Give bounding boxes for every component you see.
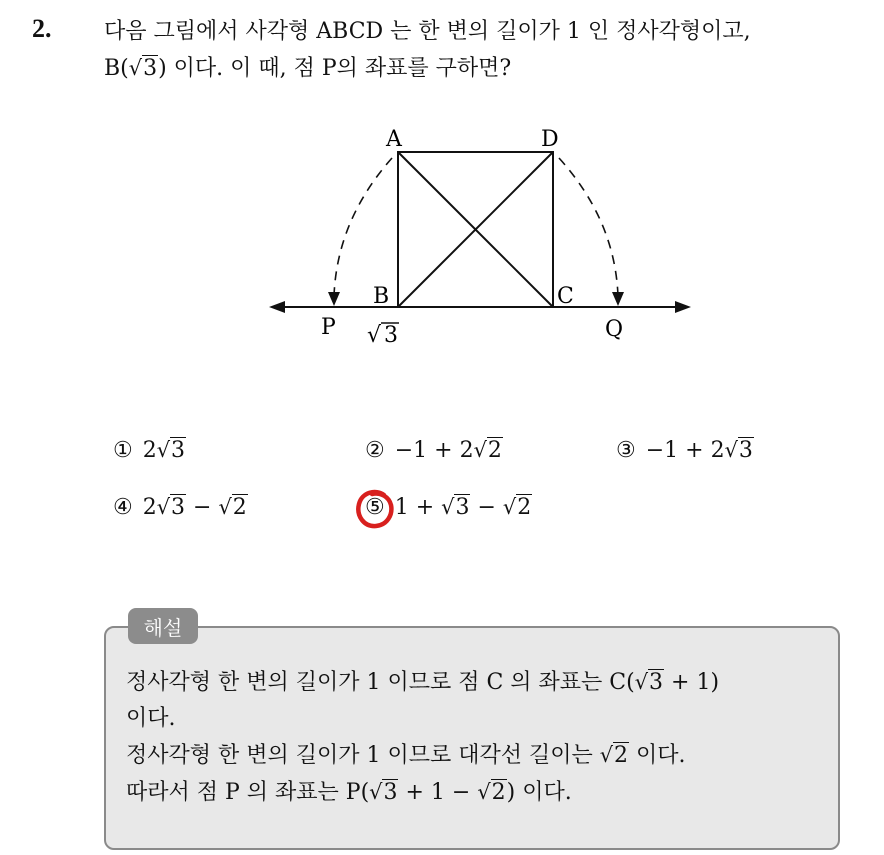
choice-2-mark: ② [365, 438, 385, 463]
choice-4-sqrt-1: √3 [156, 495, 186, 520]
choice-2-pre: −1 + 2 [394, 438, 474, 463]
answer-circle-mark [354, 487, 396, 531]
choice-2[interactable] [365, 438, 503, 463]
label-c: C [557, 284, 574, 309]
solution-line-3-radicand: 2 [614, 743, 629, 768]
solution-line-4-pre: 따라서 점 P 의 좌표는 P( [126, 780, 370, 805]
choice-2-sqrt: √2 [473, 438, 502, 463]
choice-5-radicand-2: 2 [517, 495, 532, 520]
choice-1-mark: ① [113, 438, 133, 463]
choice-5-radicand-1: 3 [455, 495, 470, 520]
solution-line-1-radicand: 3 [649, 670, 664, 695]
label-p: P [321, 315, 336, 340]
arc-to-p [334, 158, 392, 296]
choice-4-mid: − [186, 495, 219, 520]
solution-line-4-post: ) 이다. [506, 780, 572, 805]
label-b: B [373, 284, 390, 309]
choice-4[interactable] [113, 495, 248, 520]
choice-5-pre: 1 + [394, 495, 442, 520]
solution-line-3-post: 이다. [629, 743, 686, 768]
solution-line-3 [126, 737, 831, 774]
choice-3-sqrt: √3 [724, 438, 753, 463]
question-number: 2. [32, 14, 52, 43]
choice-5-sqrt-2: √2 [502, 495, 532, 520]
choice-4-radicand-2: 2 [232, 495, 247, 520]
question-line-2-pre: B( [104, 56, 129, 81]
solution-line-4-radicand-1: 3 [383, 780, 398, 805]
choice-2-radicand: 2 [487, 438, 502, 463]
question-line-1: 다음 그림에서 사각형 ABCD 는 한 변의 길이가 1 인 정사각형이고, [104, 19, 751, 44]
question-line-2-post: ) 이다. 이 때, 점 P의 좌표를 구하면? [158, 56, 512, 81]
choice-3-radicand: 3 [738, 438, 753, 463]
geometry-figure [255, 120, 705, 360]
solution-line-3-pre: 정사각형 한 변의 길이가 1 이므로 대각선 길이는 [126, 743, 600, 768]
solution-line-4-mid: + 1 − [398, 780, 478, 805]
arrowhead-p [328, 292, 340, 306]
choice-4-radicand-1: 3 [171, 495, 186, 520]
label-d: D [541, 127, 559, 152]
label-q: Q [605, 317, 624, 342]
choice-1-pre: 2 [142, 438, 157, 463]
number-line-right-arrow [675, 301, 691, 313]
solution-line-4-sqrt-2: √2 [477, 780, 506, 805]
solution-line-1 [126, 664, 831, 701]
solution-line-4-sqrt-1: √3 [369, 780, 398, 805]
choice-3-pre: −1 + 2 [645, 438, 725, 463]
sqrt-expression: √3 [128, 56, 158, 81]
arc-to-q [559, 158, 618, 296]
choice-1-sqrt: √3 [156, 438, 186, 463]
choice-4-mark: ④ [113, 495, 133, 520]
arrowhead-q [612, 292, 624, 306]
solution-line-2: 이다. [126, 706, 176, 731]
number-line-left-arrow [269, 301, 285, 313]
solution-line-1-pre: 정사각형 한 변의 길이가 1 이므로 점 C 의 좌표는 C( [126, 670, 635, 695]
label-b-value: 3 [384, 323, 398, 348]
choice-5-sqrt-1: √3 [441, 495, 470, 520]
label-b-sqrt-sign: √ [367, 323, 382, 348]
choice-1[interactable] [113, 438, 186, 463]
solution-text [126, 664, 831, 811]
label-a: A [386, 127, 402, 152]
choice-4-sqrt-2: √2 [218, 495, 247, 520]
choice-5-mid: − [470, 495, 503, 520]
solution-line-4-radicand-2: 2 [491, 780, 506, 805]
choice-3[interactable] [616, 438, 754, 463]
choice-3-mark: ③ [616, 438, 636, 463]
solution-line-3-sqrt: √2 [599, 743, 629, 768]
solution-line-1-post: + 1) [664, 670, 720, 695]
solution-line-4 [126, 774, 831, 811]
question-line-2 [104, 50, 874, 87]
choice-5-mark: ⑤ [365, 495, 385, 520]
solution-tag: 해설 [128, 608, 198, 644]
choice-1-radicand: 3 [171, 438, 186, 463]
radicand: 3 [143, 56, 158, 81]
solution-line-1-sqrt: √3 [634, 670, 664, 695]
choice-4-pre: 2 [142, 495, 157, 520]
question-text [104, 14, 874, 87]
